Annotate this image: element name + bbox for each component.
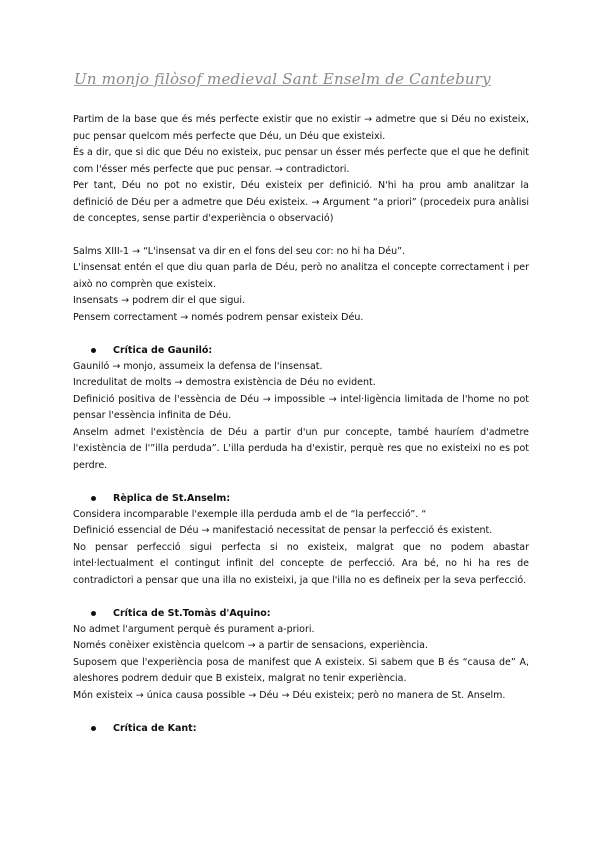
paragraph: Considera incomparable l'exemple illa perduda amb el de “la perfecció”. “ xyxy=(73,508,427,520)
paragraph: Definició essencial de Déu → manifestació necessitat de pensar la perfecció és existent. xyxy=(73,525,493,536)
heading-label: Crítica de St.Tomàs d'Aquino: xyxy=(113,607,271,619)
paragraph: No pensar perfecció sigui perfecta si no existeix, malgrat que no podem abastar intel·lectualment el contingut infinit del concepte de perfecció. Ara bé, no hi ha res de contradictori a pensar que una illa no existeixi, ja que l'illa no es defineix per la seva perfecció. xyxy=(73,541,529,586)
paragraph: Salms XIII-1 → “L'insensat va dir en el fons del seu cor: no hi ha Déu”. xyxy=(73,245,406,257)
heading-label: Crítica de Gauniló: xyxy=(113,344,213,356)
paragraph: Món existeix → única causa possible → Déu → Déu existeix; però no manera de St. Anselm. xyxy=(73,689,506,701)
section-heading-gaunilo xyxy=(91,342,529,359)
paragraph: Insensats → podrem dir el que sigui. xyxy=(73,295,246,306)
paragraph: No admet l'argument perquè és purament a-priori. xyxy=(73,623,315,635)
section-heading-replica xyxy=(91,490,529,507)
paragraph: És a dir, que si dic que Déu no existeix, puc pensar un ésser més perfecte que el que he definit com l'ésser més perfecte que puc pensar. → contradictori. xyxy=(73,147,529,175)
paragraph: L'insensat entén el que diu quan parla de Déu, però no analitza el concepte correctament i per això no comprèn que existeix. xyxy=(73,262,529,290)
heading-label: Rèplica de St.Anselm: xyxy=(113,492,231,504)
paragraph: Incredulitat de molts → demostra existència de Déu no evident. xyxy=(73,377,376,388)
section-heading-kant xyxy=(91,720,529,737)
bullet-icon xyxy=(91,348,96,353)
bullet-icon xyxy=(91,496,96,501)
bullet-icon xyxy=(91,726,96,731)
page-title: Un monjo filòsof medieval Sant Enselm de Cantebury xyxy=(74,70,491,88)
paragraph: Partim de la base que és més perfecte existir que no existir → admetre que si Déu no existeix, puc pensar quelcom més perfecte que Déu, un Déu que existeixi. xyxy=(73,114,529,142)
paragraph: Definició positiva de l'essència de Déu → impossible → intel·ligència limitada de l'home no pot pensar l'essència infinita de Déu. xyxy=(73,393,529,421)
document-body xyxy=(73,112,529,737)
paragraph: Pensem correctament → només podrem pensar existeix Déu. xyxy=(73,311,364,323)
section-heading-tomas xyxy=(91,605,529,622)
paragraph: Gauniló → monjo, assumeix la defensa de l'insensat. xyxy=(73,360,323,372)
bullet-icon xyxy=(91,611,96,616)
paragraph: Suposem que l'experiència posa de manifest que A existeix. Si sabem que B és “causa de” A, aleshores podrem deduir que B existeix, malgrat no tenir experiència. xyxy=(73,656,529,684)
paragraph: Per tant, Déu no pot no existir, Déu existeix per definició. N'hi ha prou amb analitzar la definició de Déu per a admetre que Déu existeix. → Argument “a priori” (procedeix pura anàlisi de conceptes, sense partir d'experiència o observació) xyxy=(73,180,529,224)
paragraph: Només conèixer existència quelcom → a partir de sensacions, experiència. xyxy=(73,640,428,651)
heading-label: Crítica de Kant: xyxy=(113,722,197,734)
paragraph: Anselm admet l'existència de Déu a partir d'un pur concepte, també hauríem d'admetre l'existència de l'”illa perduda”. L'illa perduda ha d'existir, perquè res que no existeixi no es pot perdre. xyxy=(73,426,529,471)
